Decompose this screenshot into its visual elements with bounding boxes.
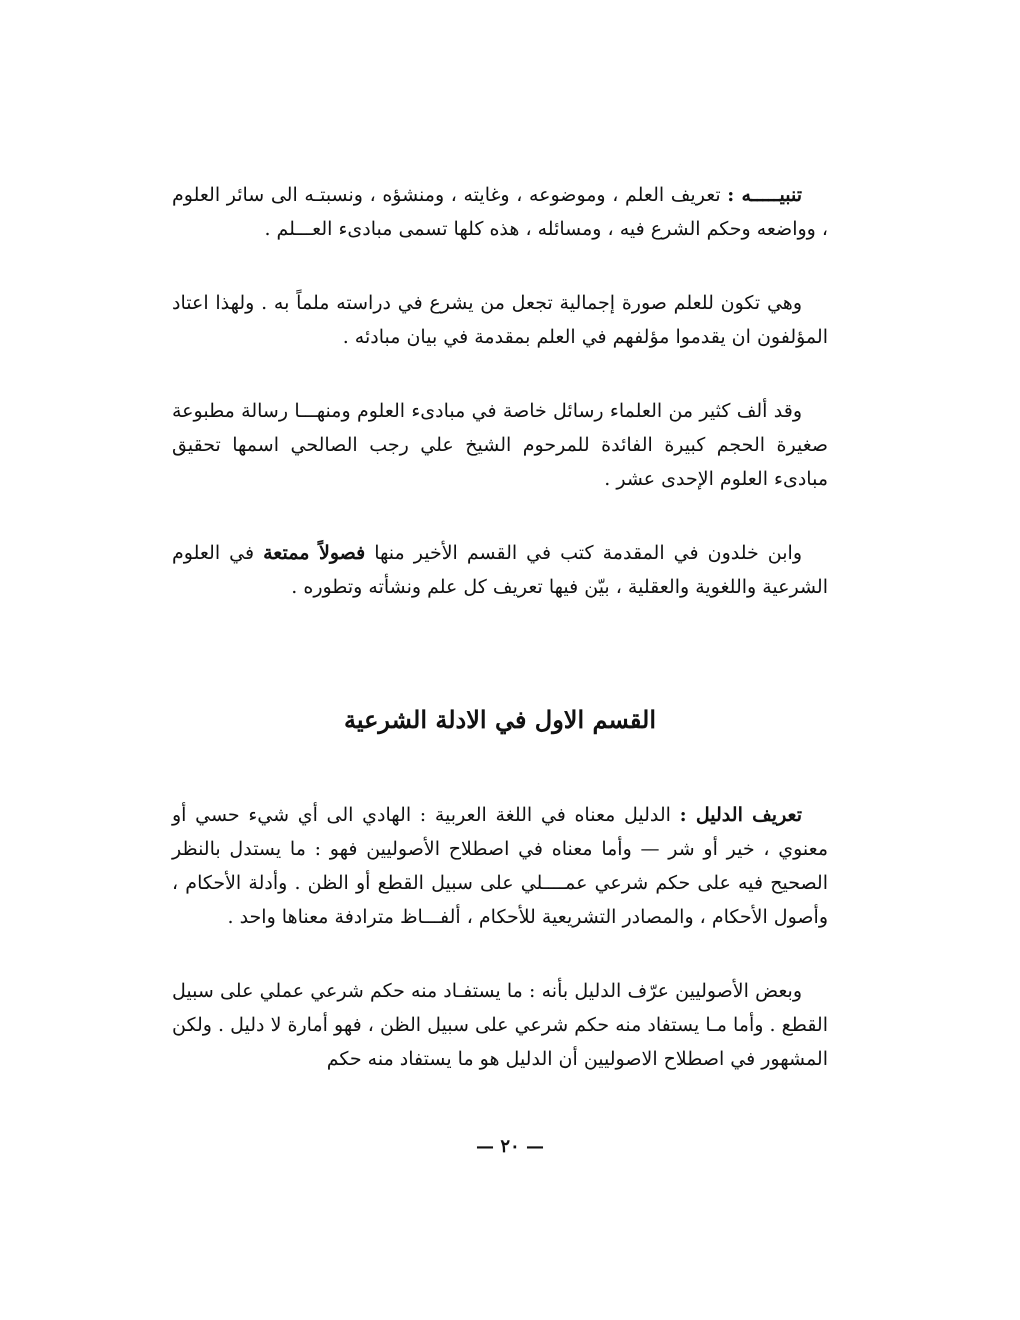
paragraph-purpose: وهي تكون للعلم صورة إجمالية تجعل من يشرع في دراسته ملماً به . ولهذا اعتاد المؤلفون ان يقدموا مؤلفهم في العلم بمقدمة في بيان مبادئه . (172, 292, 828, 348)
paragraph-ibn-khaldun (172, 536, 828, 604)
note-lead: تنبيـــــه : (727, 184, 802, 206)
section-body (172, 798, 828, 1076)
note-text: تعريف العلم ، وموضوعه ، وغايته ، ومنشؤه ، ونسبتـه الى سائر العلوم ، وواضعه وحكم الشرع فيه ، ومسائله ، هذه كلها تسمى مبادىء العـــلم . (172, 184, 828, 240)
paragraph-definition (172, 798, 828, 934)
paragraph-note (172, 178, 828, 246)
page-number: — ٢٠ — (476, 1136, 544, 1157)
ibn-khaldun-emphasis: فصولاً ممتعة (263, 542, 366, 564)
ibn-khaldun-text-after: في العلوم الشرعية واللغوية والعقلية ، بيّن فيها تعريف كل علم ونشأته وتطوره . (172, 542, 828, 598)
ibn-khaldun-text-before: وابن خلدون في المقدمة كتب في القسم الأخير منها (374, 542, 803, 564)
definition-lead: تعريف الدليل : (679, 804, 803, 826)
definition-text: الدليل معناه في اللغة العربية : الهادي الى أي شيء حسي أو معنوي ، خير أو شر — وأما معناه في اصطلاح الأصوليين فهو : ما يستدل بالنظر الصحيح فيه على حكم شرعي عمــــلي على سبيل القطع أو الظن . وأدلة الأحكام ، وأصول الأحكام ، والمصادر التشريعية للأحكام ، ألفـــاظ مترادفة معناها واحد . (172, 804, 828, 928)
paragraph-treatises: وقد ألف كثير من العلماء رسائل خاصة في مبادىء العلوم ومنهـــا رسالة مطبوعة صغيرة الحجم كبيرة الفائدة للمرحوم الشيخ علي رجب الصالحي اسمها تحقيق مبادىء العلوم الإحدى عشر . (172, 400, 828, 490)
page-body (172, 178, 828, 604)
paragraph-usuli-definition: وبعض الأصوليين عرّف الدليل بأنه : ما يستفـاد منه حكم شرعي عملي على سبيل القطع . وأما مـا يستفاد منه حكم شرعي على سبيل الظن ، فهو أمارة لا دليل . ولكن المشهور في اصطلاح الاصوليين أن الدليل هو ما يستفاد منه حكم (172, 980, 828, 1070)
section-heading: القسم الاول في الادلة الشرعية (343, 705, 657, 734)
